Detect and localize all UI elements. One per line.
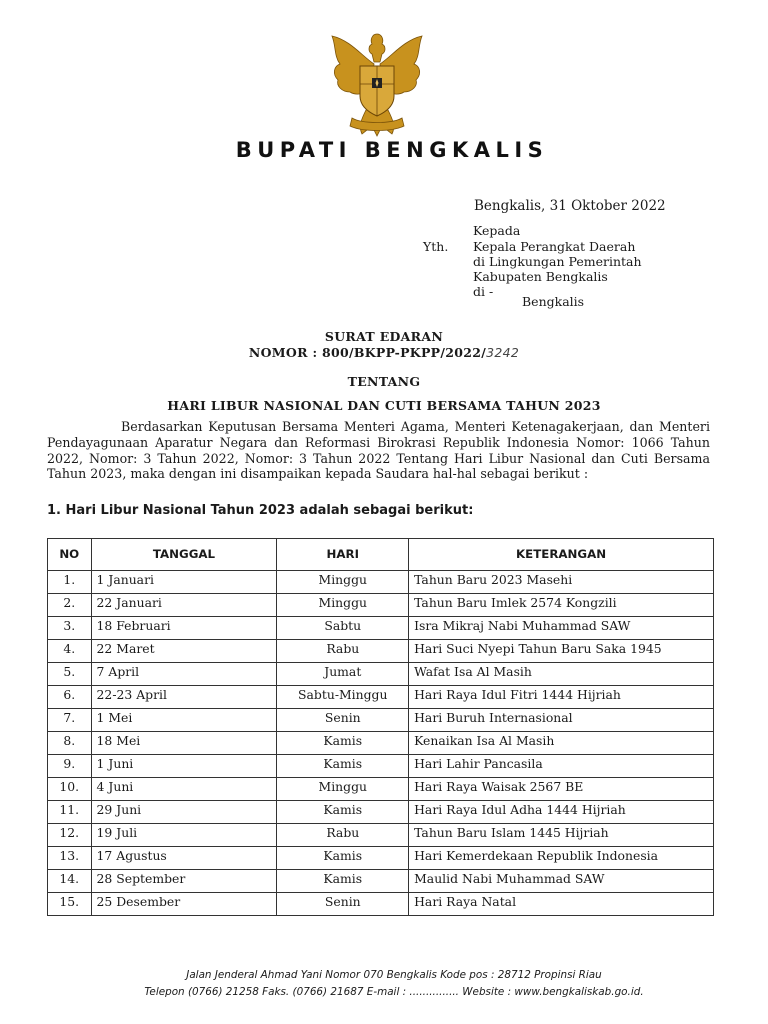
circular-number-handwritten: 3242	[486, 345, 520, 360]
circular-number	[0, 345, 768, 360]
garuda-emblem-svg	[322, 26, 432, 142]
cell-keterangan: Kenaikan Isa Al Masih	[409, 732, 714, 755]
holiday-table	[47, 538, 714, 916]
table-row	[48, 686, 714, 709]
cell-hari: Sabtu	[277, 617, 409, 640]
cell-keterangan: Hari Raya Idul Adha 1444 Hijriah	[409, 801, 714, 824]
cell-keterangan: Tahun Baru 2023 Masehi	[409, 571, 714, 594]
cell-tanggal: 22 Maret	[91, 640, 277, 663]
cell-tanggal: 1 Mei	[91, 709, 277, 732]
table-row	[48, 801, 714, 824]
cell-keterangan: Hari Lahir Pancasila	[409, 755, 714, 778]
cell-hari: Rabu	[277, 824, 409, 847]
cell-keterangan: Maulid Nabi Muhammad SAW	[409, 870, 714, 893]
column-header-tanggal: TANGGAL	[91, 539, 277, 571]
table-row	[48, 893, 714, 916]
garuda-emblem-icon	[322, 26, 432, 142]
cell-keterangan: Hari Raya Waisak 2567 BE	[409, 778, 714, 801]
circular-number-printed: NOMOR : 800/BKPP-PKPP/2022/	[248, 345, 487, 360]
cell-tanggal: 28 September	[91, 870, 277, 893]
cell-no: 10.	[48, 778, 92, 801]
cell-no: 11.	[48, 801, 92, 824]
cell-keterangan: Wafat Isa Al Masih	[409, 663, 714, 686]
cell-keterangan: Tahun Baru Islam 1445 Hijriah	[409, 824, 714, 847]
letter-date: Bengkalis, 31 Oktober 2022	[474, 198, 666, 214]
cell-tanggal: 29 Juni	[91, 801, 277, 824]
cell-keterangan: Tahun Baru Imlek 2574 Kongzili	[409, 594, 714, 617]
circular-subject: HARI LIBUR NASIONAL DAN CUTI BERSAMA TAHUN 2023	[167, 398, 601, 413]
cell-no: 6.	[48, 686, 92, 709]
footer-address: Jalan Jenderal Ahmad Yani Nomor 070 Bengkalis Kode pos : 28712 Propinsi Riau	[186, 969, 602, 981]
cell-no: 13.	[48, 847, 92, 870]
cell-hari: Senin	[277, 709, 409, 732]
cell-keterangan: Hari Kemerdekaan Republik Indonesia	[409, 847, 714, 870]
cell-tanggal: 18 Februari	[91, 617, 277, 640]
cell-hari: Sabtu-Minggu	[277, 686, 409, 709]
addressee-line: Kabupaten Bengkalis	[473, 269, 608, 284]
cell-no: 12.	[48, 824, 92, 847]
cell-tanggal: 19 Juli	[91, 824, 277, 847]
cell-tanggal: 17 Agustus	[91, 847, 277, 870]
cell-tanggal: 25 Desember	[91, 893, 277, 916]
column-header-no: NO	[48, 539, 92, 571]
cell-hari: Kamis	[277, 732, 409, 755]
column-header-hari: HARI	[277, 539, 409, 571]
table-row	[48, 870, 714, 893]
cell-no: 1.	[48, 571, 92, 594]
cell-no: 5.	[48, 663, 92, 686]
body-paragraph-text: Berdasarkan Keputusan Bersama Menteri Agama, Menteri Ketenagakerjaan, dan Menteri Pendayagunaan Aparatur Negara dan Reformasi Birokrasi Republik Indonesia Nomor: 1066 Tahun 2022, Nomor: 3 Tahun 2022, Nomor: 3 Tahun 2022 Tentang Hari Libur Nasional dan Cuti Bersama Tahun 2023, maka dengan ini disampaikan kepada Saudara hal-hal sebagai berikut :	[47, 419, 710, 482]
about-label: TENTANG	[347, 374, 421, 389]
cell-keterangan: Hari Suci Nyepi Tahun Baru Saka 1945	[409, 640, 714, 663]
letterhead-title: BUPATI BENGKALIS	[235, 138, 549, 162]
table-row	[48, 824, 714, 847]
footer	[0, 967, 768, 1001]
table-row	[48, 778, 714, 801]
table-row	[48, 663, 714, 686]
cell-tanggal: 7 April	[91, 663, 277, 686]
section-1-heading: 1. Hari Libur Nasional Tahun 2023 adalah sebagai berikut:	[47, 503, 474, 518]
cell-hari: Kamis	[277, 755, 409, 778]
cell-hari: Kamis	[277, 870, 409, 893]
table-row	[48, 571, 714, 594]
table-header-row	[48, 539, 714, 571]
cell-hari: Minggu	[277, 778, 409, 801]
table-row	[48, 732, 714, 755]
cell-hari: Rabu	[277, 640, 409, 663]
addressee-block	[473, 239, 642, 299]
cell-keterangan: Hari Raya Natal	[409, 893, 714, 916]
cell-tanggal: 1 Juni	[91, 755, 277, 778]
cell-keterangan: Hari Raya Idul Fitri 1444 Hijriah	[409, 686, 714, 709]
table-row	[48, 709, 714, 732]
cell-keterangan: Hari Buruh Internasional	[409, 709, 714, 732]
cell-tanggal: 1 Januari	[91, 571, 277, 594]
cell-hari: Kamis	[277, 847, 409, 870]
addressee-city: Bengkalis	[522, 294, 585, 309]
table-row	[48, 594, 714, 617]
cell-tanggal: 4 Juni	[91, 778, 277, 801]
cell-hari: Jumat	[277, 663, 409, 686]
cell-no: 3.	[48, 617, 92, 640]
cell-no: 4.	[48, 640, 92, 663]
cell-no: 2.	[48, 594, 92, 617]
cell-hari: Senin	[277, 893, 409, 916]
addressee-yth: Yth.	[423, 239, 449, 254]
cell-hari: Kamis	[277, 801, 409, 824]
table-row	[48, 755, 714, 778]
column-header-keterangan: KETERANGAN	[409, 539, 714, 571]
table-row	[48, 640, 714, 663]
cell-tanggal: 18 Mei	[91, 732, 277, 755]
cell-hari: Minggu	[277, 594, 409, 617]
table-row	[48, 617, 714, 640]
cell-no: 9.	[48, 755, 92, 778]
addressee-line: di -	[473, 284, 494, 299]
cell-tanggal: 22-23 April	[91, 686, 277, 709]
cell-no: 8.	[48, 732, 92, 755]
addressee-line: Kepala Perangkat Daerah	[473, 239, 636, 254]
cell-tanggal: 22 Januari	[91, 594, 277, 617]
cell-keterangan: Isra Mikraj Nabi Muhammad SAW	[409, 617, 714, 640]
footer-contact: Telepon (0766) 21258 Faks. (0766) 21687 E-mail : ............... Website : www.bengkaliskab.go.id.	[144, 986, 644, 998]
body-paragraph	[47, 419, 710, 482]
cell-no: 14.	[48, 870, 92, 893]
holiday-table-body	[48, 571, 714, 916]
circular-label: SURAT EDARAN	[324, 329, 444, 344]
addressee-line: di Lingkungan Pemerintah	[473, 254, 642, 269]
cell-no: 15.	[48, 893, 92, 916]
cell-hari: Minggu	[277, 571, 409, 594]
addressee-kepada: Kepada	[473, 223, 521, 238]
table-row	[48, 847, 714, 870]
cell-no: 7.	[48, 709, 92, 732]
